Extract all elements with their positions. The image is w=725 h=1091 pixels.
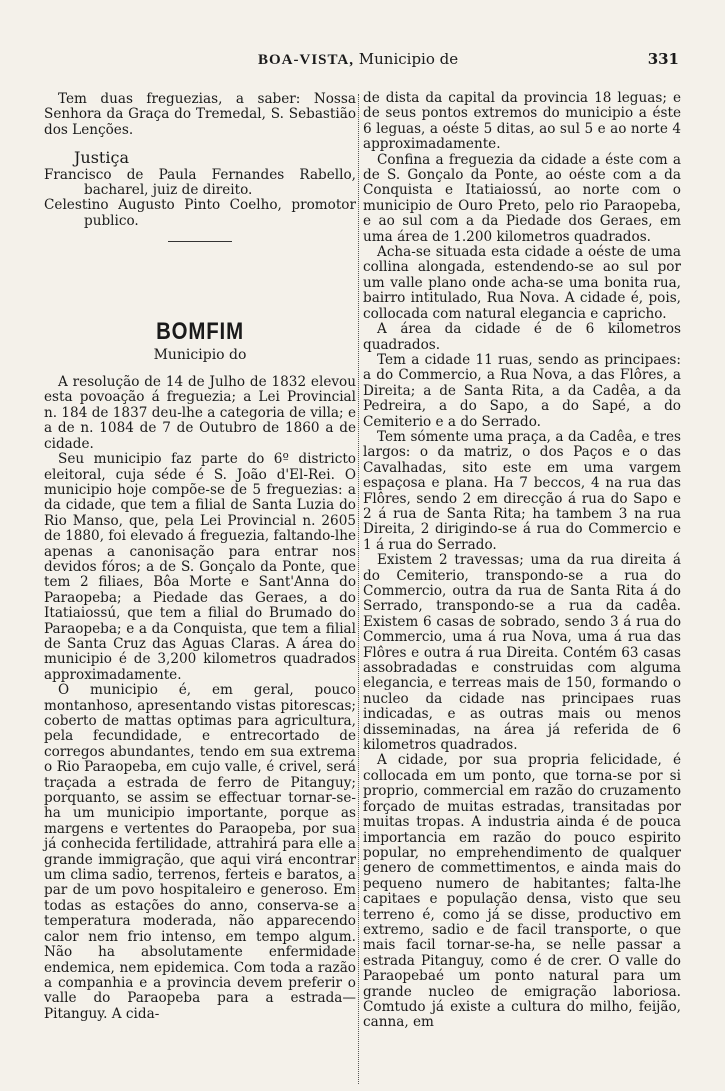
left-column bbox=[44, 92, 356, 1022]
right-column bbox=[363, 91, 681, 1031]
running-title bbox=[258, 50, 458, 69]
body-paragraph: A cidade, por sua propria felicidade, é collocada em um ponto, que torna-se por si proprio, commercial em razão do cruzamento forçado de muitas estradas, transitadas por muitas tropas. A industria ainda é de pouca importancia em razão do pouco espirito popular, no emprehendimento de qualquer genero de commettimentos, e ainda mais do pequeno numero de habitantes; falta-lhe capitaes e população densa, visto que seu terreno é, como já se disse, productivo em extremo, sadio e de facil transporte, o que mais facil tornar-se-ha, se nelle passar a estrada Pitanguy, como é de crer. O valle do Paraopebaé um ponto natural para um grande nucleo de emigração laboriosa. Comtudo já existe a cultura do milho, feijão, canna, em bbox=[363, 752, 681, 1031]
official-name: Francisco de Paula Fernandes Rabello, bacharel, juiz de direito. bbox=[44, 166, 356, 199]
municipality-title: BOMFIM bbox=[156, 318, 244, 346]
page-number: 331 bbox=[647, 50, 679, 68]
justice-heading: Justiça bbox=[74, 148, 129, 168]
running-title-place: BOA-VISTA, bbox=[258, 52, 354, 68]
body-paragraph: Tem a cidade 11 ruas, sendo as principaes: a do Commercio, a Rua Nova, a das Flôres, a Direita; a de Santa Rita, a da Cadêa, a da Pedreira, a do Sapo, a do Sapé, a do Cemiterio e a do Serrado. bbox=[363, 351, 681, 430]
official-entry bbox=[44, 198, 356, 229]
body-paragraph: Seu municipio faz parte do 6º districto eleitoral, cuja séde é S. João d'El-Rei. O municipio hoje compõe-se de 5 freguezias: a da cidade, que tem a filial de Santa Luzia do Rio Manso, que, pela Lei Provincial n. 2605 de 1880, foi elevado á freguezia, faltando-lhe apenas a canonisação para entrar nos devidos fóros; a de S. Gonçalo da Ponte, que tem 2 filiaes, Bôa Morte e Sant'Anna do Paraopeba; a Piedade das Geraes, a do Itatiaiossú, que tem a filial do Brumado do Paraopeba; e a da Conquista, que tem a filial de Santa Cruz das Aguas Claras. A área do municipio é de 3,200 kilometros quadrados approximadamente. bbox=[44, 451, 356, 683]
official-name: Celestino Augusto Pinto Coelho, promotor publico. bbox=[44, 197, 356, 229]
body-paragraph: Confina a freguezia da cidade a éste com a de S. Gonçalo da Ponte, ao oéste com a da Conquista e Itatiaiossú, ao norte com o municipio de Ouro Preto, pelo rio Paraopeba, e ao sul com a da Piedade dos Geraes, em uma área de 1.200 kilometros quadrados. bbox=[363, 151, 681, 245]
body-paragraph: A área da cidade é de 6 kilometros quadrados. bbox=[363, 321, 681, 353]
body-paragraph: de dista da capital da provincia 18 leguas; e de seus pontos extremos do municipio a éste 6 leguas, a oéste 5 ditas, ao sul 5 e ao norte 4 approximadamente. bbox=[363, 90, 681, 153]
municipality-subtitle: Municipio do bbox=[153, 346, 247, 363]
section-rule bbox=[168, 241, 232, 242]
running-header bbox=[0, 50, 725, 74]
body-paragraph: O municipio é, em geral, pouco montanhoso, apresentando vistas pitorescas; coberto de mattas optimas para agricultura, pela fecundidade, e entrecortado de corregos abundantes, tendo em sua extrema o Rio Paraopeba, em cujo valle, é crivel, será traçada a estrada de ferro de Pitanguy; porquanto, se assim se effectuar tornar-se-ha um municipio importante, porque as margens e vertentes do Paraopeba, por sua já conhecida fertilidade, attrahirá para elle a grande immigração, que aqui virá encontrar um clima sadio, terrenos, ferteis e baratos, a par de um povo hospitaleiro e generoso. Em todas as estações do anno, conserva-se a temperatura moderada, não apparecendo calor nem frio intenso, em tempo algum. Não ha absolutamente enfermidade endemica, nem epidemica. Com toda a razão a companhia e a provincia devem preferir o valle do Paraopeba para a estrada—Pitanguy. A cida- bbox=[44, 682, 356, 1022]
body-paragraph: Tem sómente uma praça, a da Cadêa, e tres largos: o da matriz, o dos Paços e o das Cavalhadas, sito este em uma vargem espaçosa e plana. Ha 7 beccos, 4 na rua das Flôres, sendo 2 em direcção á rua do Sapo e 2 á rua de Santa Rita; ha tambem 3 na rua Direita, 2 dirigindo-se á rua do Commercio e 1 á rua do Serrado. bbox=[363, 428, 681, 553]
body-paragraph: Existem 2 travessas; uma da rua direita á do Cemiterio, transpondo-se a rua do Commercio, outra da rua de Santa Rita á do Serrado, transpondo-se a rua da cadêa. Existem 6 casas de sobrado, sendo 3 á rua do Commercio, uma á rua Nova, uma á rua das Flôres e outra á rua Direita. Contém 63 casas assobradadas e construidas com alguma elegancia, e terreas mais de 150, formando o nucleo da cidade nas principaes ruas indicadas, e as outras mais ou menos disseminadas, na área já referida de 6 kilometros quadrados. bbox=[363, 552, 681, 754]
body-paragraph: A resolução de 14 de Julho de 1832 elevou esta povoação á freguezia; a Lei Provincial n. 184 de 1837 deu-lhe a categoria de villa; e a de n. 1084 de 7 de Outubro de 1860 a de cidade. bbox=[44, 374, 356, 452]
intro-paragraph: Tem duas freguezias, a saber: Nossa Senhora da Graça do Tremedal, S. Sebastião dos Lenções. bbox=[44, 91, 356, 138]
body-paragraph: Acha-se situada esta cidade a oéste de uma collina alongada, estendendo-se ao sul por um valle plano onde acha-se uma bonita rua, bairro intitulado, Rua Nova. A cidade é, pois, collocada com natural elegancia e capricho. bbox=[363, 244, 681, 322]
running-title-suffix: Municipio de bbox=[358, 50, 459, 68]
official-entry bbox=[44, 168, 356, 199]
column-divider bbox=[358, 94, 360, 1084]
